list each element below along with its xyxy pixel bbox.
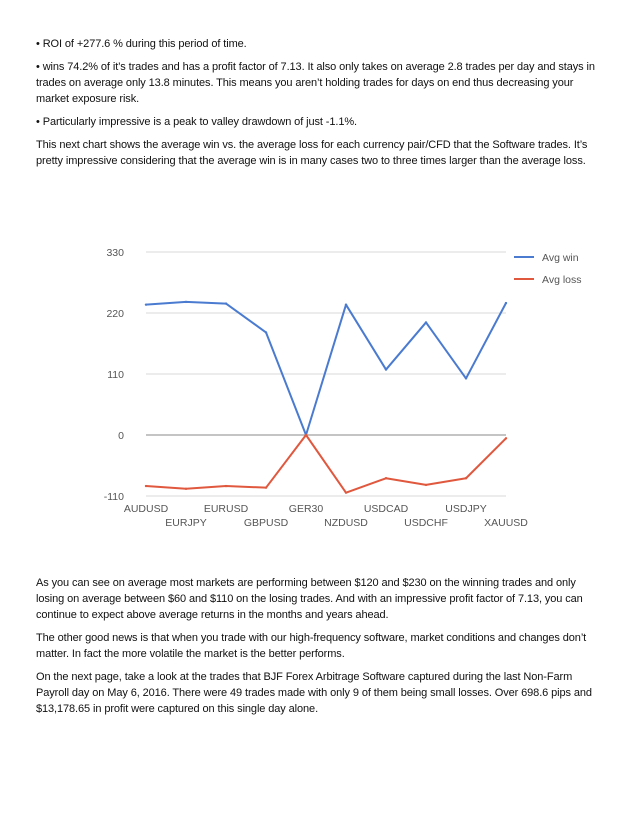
avg-loss-point: [385, 477, 387, 479]
avg-loss-point: [265, 486, 267, 488]
avg-win-point: [425, 321, 427, 323]
x-tick-label: GBPUSD: [243, 517, 289, 529]
avg-win-point: [225, 302, 227, 304]
avg-win-point: [465, 377, 467, 379]
avg-loss-line: [146, 435, 506, 493]
y-tick-label: 330: [106, 247, 124, 259]
x-tick-label: EURJPY: [165, 517, 207, 529]
avg-loss-point: [225, 485, 227, 487]
avg-win-point: [265, 331, 267, 333]
win-loss-chart: [88, 238, 608, 538]
x-tick-label: NZDUSD: [324, 517, 368, 529]
avg-win-point: [505, 302, 507, 304]
wins-bullet: • wins 74.2% of it’s trades and has a profit factor of 7.13. It also only takes on average 2.8 trades per day and stays in trades on average only 13.8 minutes. This means you aren’t holding trades for days on end thus decreasing your market exposure risk.: [36, 61, 595, 105]
avg-loss-point: [185, 488, 187, 490]
avg-loss-point: [465, 477, 467, 479]
x-tick-label: USDJPY: [445, 503, 487, 515]
chart-svg: [88, 238, 608, 538]
good-news-paragraph: The other good news is that when you trade with our high-frequency software, market conditions and changes don’t matter. In fact the more volatile the market is the better performs.: [36, 632, 587, 660]
avg-loss-point: [345, 491, 347, 493]
x-tick-label: EURUSD: [203, 503, 249, 515]
avg-loss-point: [145, 485, 147, 487]
avg-win-point: [145, 303, 147, 305]
y-tick-label: 0: [118, 430, 124, 442]
roi-bullet: • ROI of +277.6 % during this period of time.: [36, 38, 247, 50]
avg-loss-point: [505, 437, 507, 439]
x-tick-label: USDCAD: [363, 503, 409, 515]
y-tick-label: 110: [107, 369, 124, 381]
x-tick-label: AUDUSD: [123, 503, 169, 515]
avg-win-point: [185, 301, 187, 303]
next-page-paragraph: On the next page, take a look at the trades that BJF Forex Arbitrage Software captured during the last Non-Farm Payroll day on May 6, 2016. There were 49 trades made with only 9 of them being small losses. Over 698.6 pips and $13,178.65 in profit were captured on this single day alone.: [36, 671, 592, 715]
y-tick-label: -110: [103, 491, 124, 503]
y-tick-label: 220: [106, 308, 124, 320]
x-tick-label: USDCHF: [404, 517, 448, 529]
avg-win-point: [385, 368, 387, 370]
avg-win-point: [345, 303, 347, 305]
legend-label-avg-win: Avg win: [542, 252, 579, 264]
markets-paragraph: As you can see on average most markets are performing between $120 and $230 on the winning trades and only losing on average between $60 and $110 on the losing trades. And with an impressive profit factor of 7.13, you can continue to expect above average returns in the months and years ahead.: [36, 577, 583, 621]
x-tick-label: XAUUSD: [484, 517, 528, 529]
x-tick-label: GER30: [288, 503, 324, 515]
avg-loss-point: [305, 434, 307, 436]
avg-loss-point: [425, 484, 427, 486]
avg-win-line: [146, 302, 506, 435]
legend-label-avg-loss: Avg loss: [542, 274, 582, 286]
drawdown-bullet: • Particularly impressive is a peak to valley drawdown of just -1.1%.: [36, 116, 357, 128]
chart-intro-paragraph: This next chart shows the average win vs. the average loss for each currency pair/CFD that the Software trades. It’s pretty impressive considering that the average win is in many cases two to three times larger than the average loss.: [36, 139, 588, 167]
